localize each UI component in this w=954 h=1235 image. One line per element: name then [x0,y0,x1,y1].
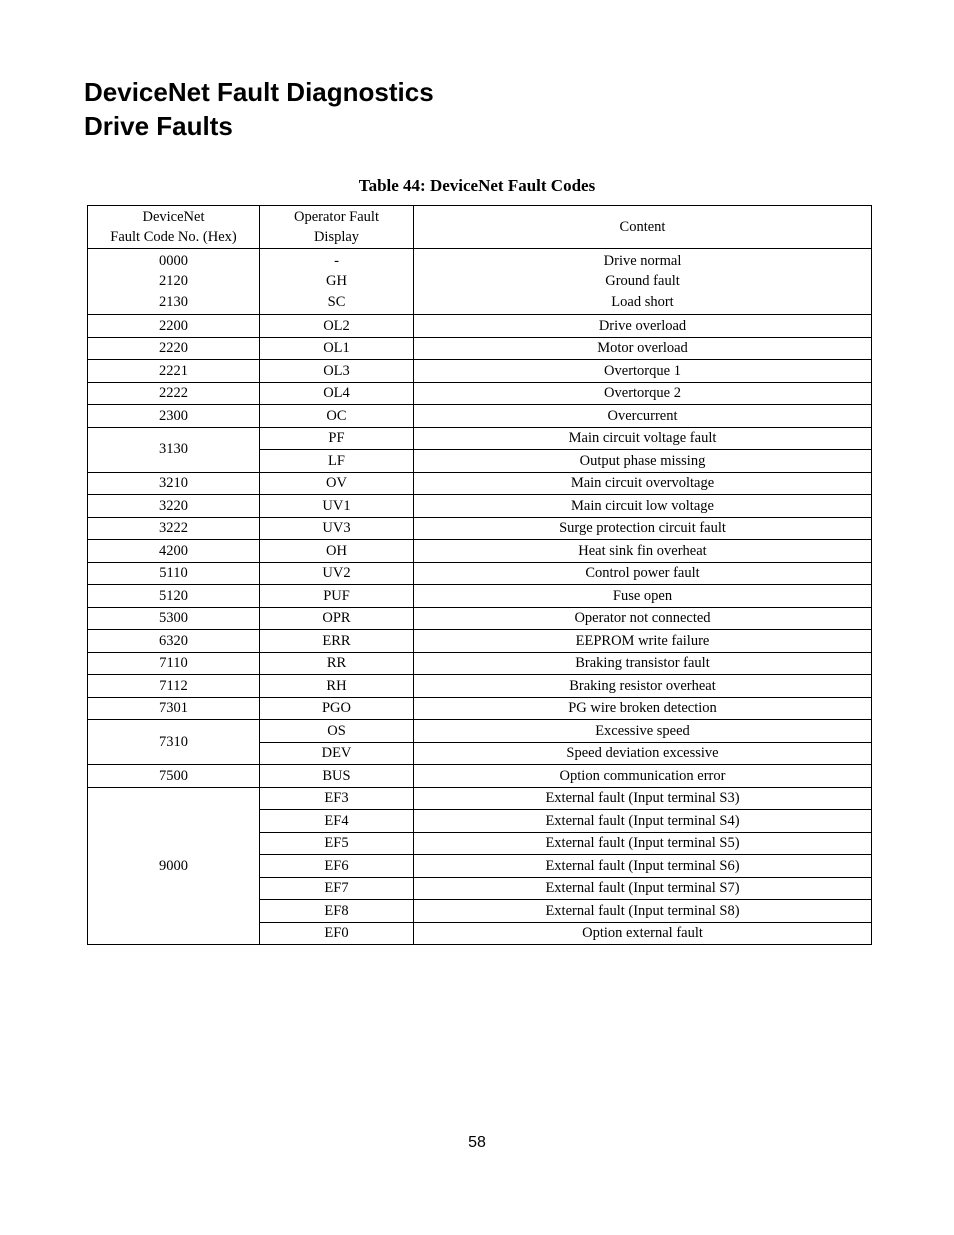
content-cell: PG wire broken detection [414,697,872,720]
page-title-line-2: Drive Faults [84,111,233,141]
operator-display-cell: UV2 [260,562,414,585]
content-cell: Main circuit overvoltage [414,472,872,495]
table-row [88,562,872,585]
fault-code-cell: 2300 [88,405,260,428]
fault-code-cell: 2221 [88,360,260,383]
operator-display-cell: OL4 [260,382,414,405]
operator-display-cell: OL2 [260,315,414,338]
content-cell: External fault (Input terminal S3) [414,787,872,810]
table-row [88,427,872,450]
content-cell: Overtorque 2 [414,382,872,405]
operator-display-cell: RH [260,675,414,698]
page-number: 58 [468,1134,486,1151]
content-cell: External fault (Input terminal S4) [414,810,872,833]
fault-code: 0000 [159,252,188,269]
operator-display-cell: EF6 [260,855,414,878]
table-row [88,585,872,608]
content-cell: Overcurrent [414,405,872,428]
operator-display-cell: EF3 [260,787,414,810]
operator-display: - [334,252,339,269]
table-row [88,495,872,518]
header-fault-code-line-2: Fault Code No. (Hex) [110,229,237,245]
content-cell: Heat sink fin overheat [414,540,872,563]
operator-display-cell: BUS [260,765,414,788]
fault-code-cell: 5120 [88,585,260,608]
fault-table-body [88,249,872,945]
table-row [88,517,872,540]
content-cell: Control power fault [414,562,872,585]
fault-content: Load short [611,293,674,310]
table-row [88,360,872,383]
table-row [88,540,872,563]
table-row [88,382,872,405]
fault-code-cell: 4200 [88,540,260,563]
fault-code-cell: 7301 [88,697,260,720]
operator-display-cell: PF [260,427,414,450]
table-caption: Table 44: DeviceNet Fault Codes [358,176,596,195]
content-cell: Main circuit voltage fault [414,427,872,450]
operator-display: SC [327,293,346,310]
fault-content: Ground fault [605,273,680,290]
operator-display-cell [260,249,414,315]
operator-display-cell: OS [260,720,414,743]
operator-display: GH [326,273,347,290]
content-cell: Option external fault [414,922,872,945]
fault-code-cell: 7110 [88,652,260,675]
table-row [88,697,872,720]
operator-display-cell: EF0 [260,922,414,945]
operator-display-cell: EF5 [260,832,414,855]
content-cell: Operator not connected [414,607,872,630]
content-cell: External fault (Input terminal S5) [414,832,872,855]
content-cell: Speed deviation excessive [414,742,872,765]
table-row [88,315,872,338]
table-row [88,675,872,698]
operator-display-cell: UV1 [260,495,414,518]
fault-code-cell: 2222 [88,382,260,405]
header-operator-display [260,206,414,249]
operator-display-cell: OL3 [260,360,414,383]
operator-display-cell: ERR [260,630,414,653]
fault-code-cell: 7500 [88,765,260,788]
operator-display-cell: OV [260,472,414,495]
content-cell: Motor overload [414,337,872,360]
fault-code-cell: 9000 [88,787,260,945]
fault-code-cell: 3210 [88,472,260,495]
content-cell: Overtorque 1 [414,360,872,383]
page-title-line-1: DeviceNet Fault Diagnostics [84,77,434,107]
operator-display-cell: OH [260,540,414,563]
table-row [88,630,872,653]
fault-codes-table [87,205,872,945]
table-header-row [88,206,872,249]
operator-display-cell: OPR [260,607,414,630]
operator-display-cell: OC [260,405,414,428]
operator-display-cell: DEV [260,742,414,765]
operator-display-cell: OL1 [260,337,414,360]
table-row [88,652,872,675]
content-cell: External fault (Input terminal S8) [414,900,872,923]
content-cell: Option communication error [414,765,872,788]
header-operator-display-line-2: Display [313,229,360,245]
operator-display-cell: PUF [260,585,414,608]
fault-code-cell: 5110 [88,562,260,585]
fault-code-cell: 3130 [88,427,260,472]
content-cell: Surge protection circuit fault [414,517,872,540]
content-cell: Drive overload [414,315,872,338]
operator-display-cell: RR [260,652,414,675]
fault-code-cell: 3220 [88,495,260,518]
fault-code: 2120 [159,273,188,290]
table-row [88,720,872,743]
table-row [88,337,872,360]
operator-display-cell: EF7 [260,877,414,900]
header-fault-code-line-1: DeviceNet [142,208,205,225]
operator-display-cell: LF [260,450,414,473]
table-row [88,765,872,788]
operator-display-cell: EF8 [260,900,414,923]
content-cell: External fault (Input terminal S7) [414,877,872,900]
content-cell [414,249,872,315]
fault-code-cell [88,249,260,315]
content-cell: Output phase missing [414,450,872,473]
content-cell: Excessive speed [414,720,872,743]
content-cell: Main circuit low voltage [414,495,872,518]
operator-display-cell: PGO [260,697,414,720]
content-cell: EEPROM write failure [414,630,872,653]
content-cell: External fault (Input terminal S6) [414,855,872,878]
fault-code-cell: 6320 [88,630,260,653]
fault-code-cell: 5300 [88,607,260,630]
fault-code: 2130 [159,293,188,310]
fault-code-cell: 7112 [88,675,260,698]
fault-code-cell: 2220 [88,337,260,360]
fault-code-cell: 7310 [88,720,260,765]
fault-code-cell: 3222 [88,517,260,540]
table-row [88,787,872,810]
content-cell: Braking transistor fault [414,652,872,675]
header-content: Content [414,206,872,249]
table-row [88,249,872,315]
operator-display-cell: UV3 [260,517,414,540]
header-fault-code [88,206,260,249]
table-row [88,472,872,495]
fault-code-cell: 2200 [88,315,260,338]
table-row [88,607,872,630]
content-cell: Fuse open [414,585,872,608]
table-row [88,405,872,428]
fault-content: Drive normal [603,252,682,269]
header-operator-display-line-1: Operator Fault [294,208,379,225]
page-title [84,75,434,143]
operator-display-cell: EF4 [260,810,414,833]
content-cell: Braking resistor overheat [414,675,872,698]
